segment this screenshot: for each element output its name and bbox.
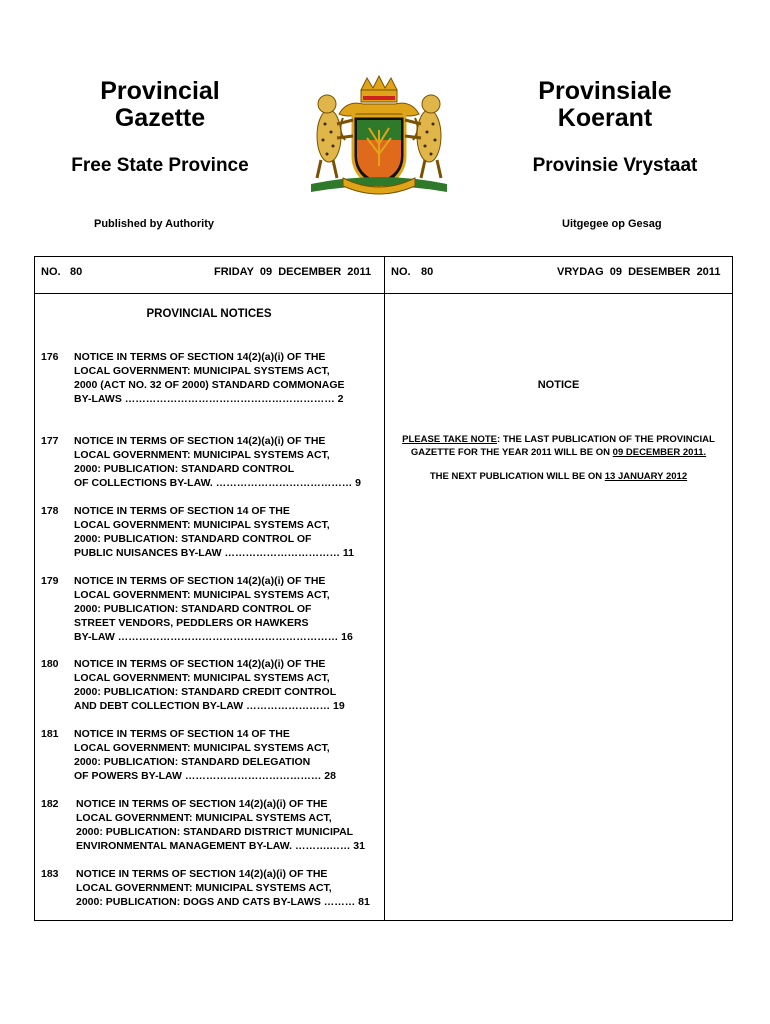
title-en-line2: Gazette [114,104,206,132]
column-divider [384,256,385,921]
notice-line: LOCAL GOVERNMENT: MUNICIPAL SYSTEMS ACT, [74,519,330,531]
notice-text [74,434,380,490]
notice-number: 178 [41,505,59,517]
notice-heading: NOTICE [537,379,580,391]
notice-line: BY-LAWS …………………………………………………… 2 [74,393,344,405]
province-af: Provinsie Vrystaat [532,155,698,176]
notice-text [74,574,380,644]
notice-line: 2000: PUBLICATION: STANDARD CONTROL OF [74,533,312,545]
notice-text [74,727,380,783]
title-af-line2: Koerant [557,104,653,132]
notice-line: LOCAL GOVERNMENT: MUNICIPAL SYSTEMS ACT, [74,672,330,684]
title-af-line1: Provinsiale [538,77,672,105]
notice-line: LOCAL GOVERNMENT: MUNICIPAL SYSTEMS ACT, [76,882,332,894]
notice-line: OF COLLECTIONS BY-LAW. ………………………………… 9 [74,477,362,489]
notice-line: NOTICE IN TERMS OF SECTION 14 OF THE [74,728,290,740]
coat-of-arms-icon [297,74,461,204]
crown-icon [361,76,397,102]
next-publication-line [384,471,733,482]
issue-no-value-af: 80 [421,266,434,278]
title-af [535,78,675,132]
notice-text [74,504,380,560]
notice-line: LOCAL GOVERNMENT: MUNICIPAL SYSTEMS ACT, [76,812,332,824]
notice-line: NOTICE IN TERMS OF SECTION 14(2)(a)(i) OF THE [74,435,326,447]
notice-line: NOTICE IN TERMS OF SECTION 14(2)(a)(i) OF THE [74,351,326,363]
notice-number: 177 [41,435,59,447]
notice-number: 183 [41,868,59,880]
issue-date-af: VRYDAG 09 DESEMBER 2011 [557,266,721,278]
notice-text [76,867,382,909]
notice-number: 179 [41,575,59,587]
notice-line: ENVIRONMENTAL MANAGEMENT BY-LAW. ……….…… 31 [76,840,365,852]
notice-line: AND DEBT COLLECTION BY-LAW …………………… 19 [74,700,345,712]
notice-line: PUBLIC NUISANCES BY-LAW …………………………… 11 [74,547,355,559]
authority-en: Published by Authority [94,218,214,230]
title-en [90,78,230,132]
notice-line: 2000: PUBLICATION: STANDARD DISTRICT MUNICIPAL [76,826,354,838]
notice-line: 2000: PUBLICATION: STANDARD DELEGATION [74,756,311,768]
last-publication-date: 09 DECEMBER 2011. [612,447,707,458]
notice-line: OF POWERS BY-LAW ………………………………… 28 [74,770,336,782]
issue-no-label-af: NO. [391,266,411,278]
next-publication-text: THE NEXT PUBLICATION WILL BE ON [429,471,605,482]
last-publication-line [384,446,733,459]
title-en-line1: Provincial [100,77,220,105]
notice-line: LOCAL GOVERNMENT: MUNICIPAL SYSTEMS ACT, [74,449,330,461]
please-note-text: : THE LAST PUBLICATION OF THE PROVINCIAL [497,434,715,445]
notice-line: BY-LAW ……………………………………………………… 16 [74,631,353,643]
issue-date-en: FRIDAY 09 DECEMBER 2011 [214,266,372,278]
gazette-line: GAZETTE FOR THE YEAR 2011 WILL BE ON [410,447,613,458]
notice-line: 2000: PUBLICATION: STANDARD CONTROL OF [74,603,312,615]
notice-number: 176 [41,351,59,363]
notice-line: 2000: PUBLICATION: DOGS AND CATS BY-LAWS ……… 81 [76,896,370,908]
notice-text [76,797,382,853]
notice-line: 2000 (ACT NO. 32 OF 2000) STANDARD COMMONAGE [74,379,345,391]
notice-line: NOTICE IN TERMS OF SECTION 14(2)(a)(i) OF THE [76,798,328,810]
issue-no-value-en: 80 [70,266,83,278]
header-row-divider [34,293,733,294]
notice-line: NOTICE IN TERMS OF SECTION 14 OF THE [74,505,290,517]
notice-line: STREET VENDORS, PEDDLERS OR HAWKERS [74,617,309,629]
notice-number: 180 [41,658,59,670]
notice-line: NOTICE IN TERMS OF SECTION 14(2)(a)(i) OF THE [76,868,328,880]
please-note-line [384,433,733,446]
authority-af: Uitgegee op Gesag [562,218,662,230]
publication-notice [384,433,733,459]
notice-number: 181 [41,728,59,740]
section-title: PROVINCIAL NOTICES [146,308,272,320]
issue-no-label-en: NO. [41,266,61,278]
notice-line: LOCAL GOVERNMENT: MUNICIPAL SYSTEMS ACT, [74,742,330,754]
notice-line: LOCAL GOVERNMENT: MUNICIPAL SYSTEMS ACT, [74,365,330,377]
notice-line: NOTICE IN TERMS OF SECTION 14(2)(a)(i) OF THE [74,575,326,587]
notice-line: NOTICE IN TERMS OF SECTION 14(2)(a)(i) OF THE [74,658,326,670]
notice-line: 2000: PUBLICATION: STANDARD CREDIT CONTROL [74,686,337,698]
notice-line: 2000: PUBLICATION: STANDARD CONTROL [74,463,295,475]
next-publication-date: 13 JANUARY 2012 [604,471,688,482]
notice-number: 182 [41,798,59,810]
notice-text [74,657,380,713]
please-note-label: PLEASE TAKE NOTE [402,434,498,445]
notice-line: LOCAL GOVERNMENT: MUNICIPAL SYSTEMS ACT, [74,589,330,601]
notice-text [74,350,380,406]
province-en: Free State Province [71,155,249,176]
